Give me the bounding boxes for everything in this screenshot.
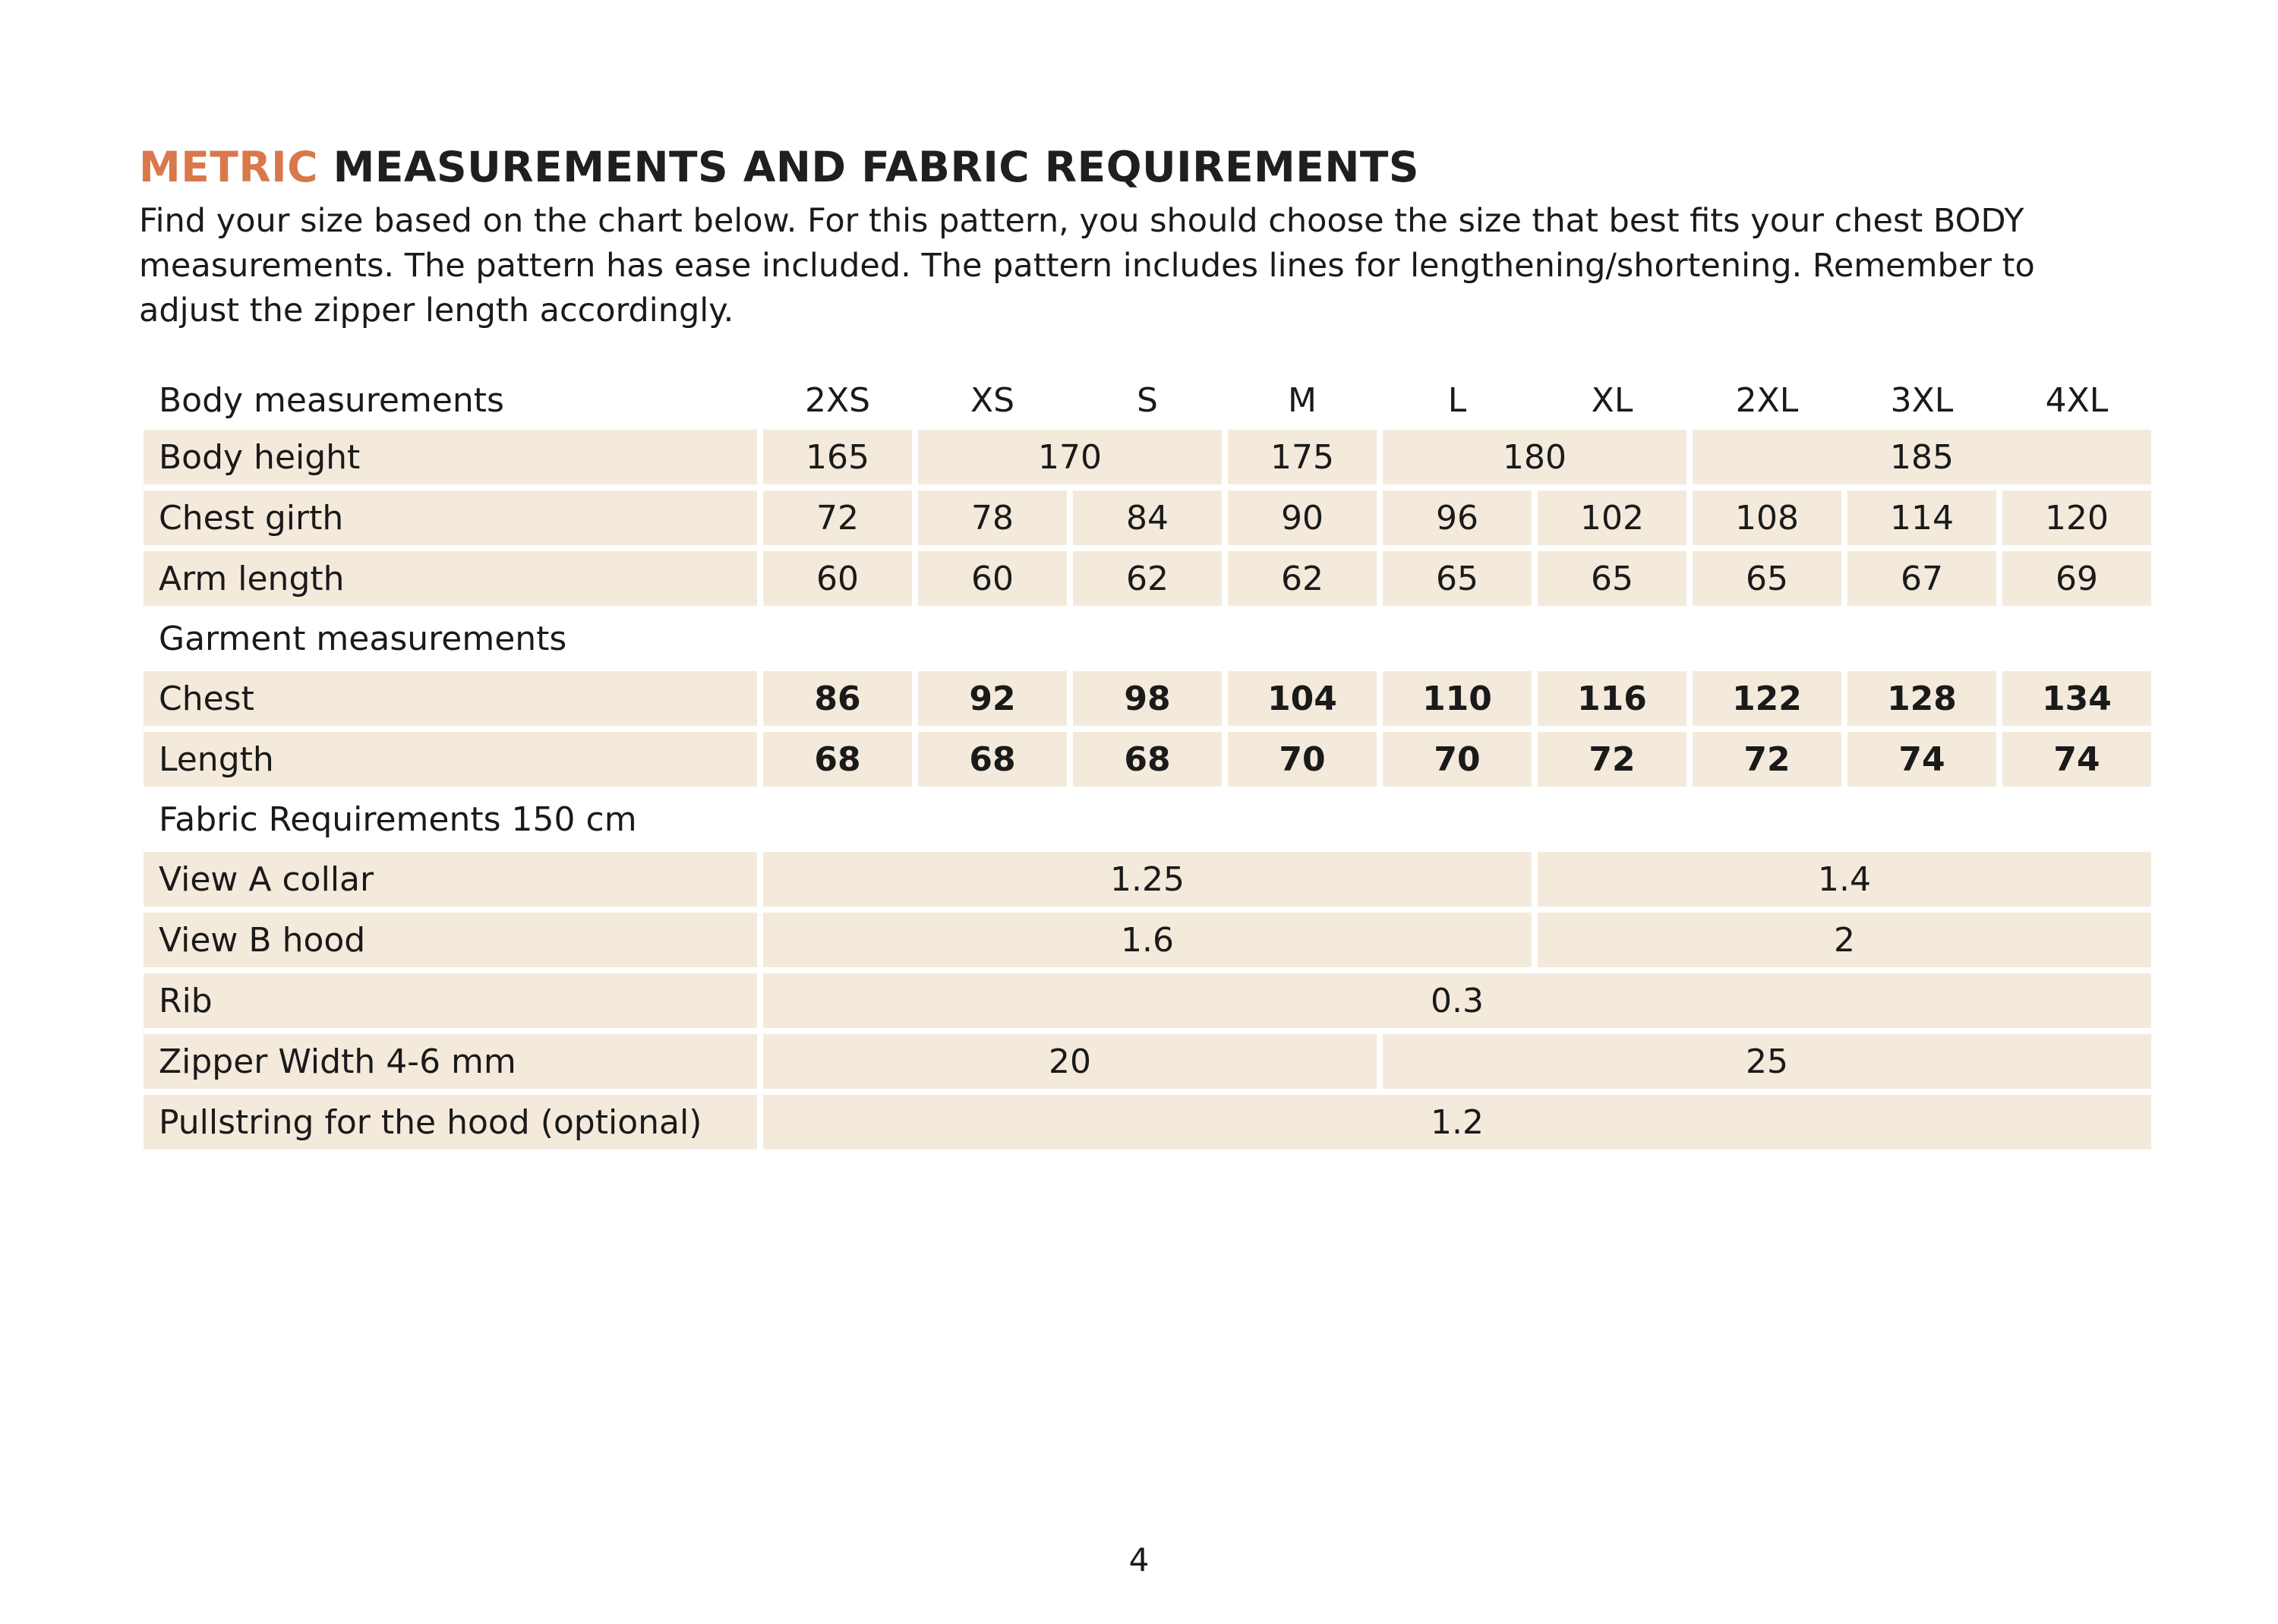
- table-cell: 185: [1693, 430, 2151, 484]
- table-cell: 25: [1383, 1034, 2151, 1089]
- table-row: [144, 1034, 2151, 1089]
- table-cell: 96: [1383, 490, 1532, 545]
- table-row: [144, 1095, 2151, 1149]
- table-cell: 72: [763, 490, 912, 545]
- table-cell: 65: [1693, 551, 1841, 606]
- size-chart-table: [137, 371, 2157, 1156]
- table-header-row: [144, 377, 2151, 424]
- table-cell: 78: [918, 490, 1067, 545]
- table-cell: 62: [1073, 551, 1222, 606]
- table-cell: 114: [1847, 490, 1996, 545]
- table-cell: 72: [1538, 732, 1686, 787]
- intro-line: Find your size based on the chart below. For this pattern, you should choose the size that best fits your chest BODY: [139, 202, 2024, 240]
- row-label: Chest girth: [144, 490, 757, 545]
- size-header: XS: [970, 380, 1015, 420]
- intro-line: adjust the zipper length accordingly.: [139, 292, 734, 330]
- table-cell: 67: [1847, 551, 1996, 606]
- table-cell: 68: [918, 732, 1067, 787]
- table-cell: 68: [1073, 732, 1222, 787]
- table-cell: 74: [2002, 732, 2151, 787]
- table-cell: 102: [1538, 490, 1686, 545]
- row-label: Rib: [144, 973, 757, 1028]
- header-label: Body measurements: [159, 380, 504, 420]
- table-cell: 69: [2002, 551, 2151, 606]
- table-cell: 165: [763, 430, 912, 484]
- title-accent: METRIC: [139, 143, 318, 191]
- page-title: [139, 143, 1419, 191]
- size-header: 2XL: [1735, 380, 1799, 420]
- table-cell: 0.3: [763, 973, 2151, 1028]
- row-label: Zipper Width 4-6 mm: [144, 1034, 757, 1089]
- table-cell: 122: [1693, 671, 1841, 726]
- row-label: Length: [144, 732, 757, 787]
- section-row: [144, 793, 2151, 846]
- size-header: M: [1288, 380, 1317, 420]
- table-cell: 110: [1383, 671, 1532, 726]
- table-cell: 175: [1228, 430, 1377, 484]
- table-cell: 86: [763, 671, 912, 726]
- table-cell: 68: [763, 732, 912, 787]
- table-cell: 1.4: [1538, 852, 2151, 907]
- page-number: 4: [1128, 1541, 1150, 1578]
- table-cell: 1.6: [763, 913, 1532, 967]
- table-cell: 2: [1538, 913, 2151, 967]
- table-row: [144, 671, 2151, 726]
- table-row: [144, 490, 2151, 545]
- table-cell: 70: [1228, 732, 1377, 787]
- table-cell: 90: [1228, 490, 1377, 545]
- table-cell: 120: [2002, 490, 2151, 545]
- table-cell: 1.2: [763, 1095, 2151, 1149]
- row-label: View A collar: [144, 852, 757, 907]
- size-header: 4XL: [2045, 380, 2109, 420]
- table-cell: 1.25: [763, 852, 1532, 907]
- intro-paragraph: [139, 199, 2159, 333]
- row-label: Body height: [144, 430, 757, 484]
- table-cell: 98: [1073, 671, 1222, 726]
- size-header: S: [1137, 380, 1158, 420]
- table-row: [144, 551, 2151, 606]
- section-row: [144, 612, 2151, 665]
- table-cell: 72: [1693, 732, 1841, 787]
- size-header: 2XS: [804, 380, 871, 420]
- table-row: [144, 430, 2151, 484]
- table-row: [144, 973, 2151, 1028]
- section-heading: Fabric Requirements 150 cm: [159, 799, 637, 839]
- table-cell: 84: [1073, 490, 1222, 545]
- title-rest: MEASUREMENTS AND FABRIC REQUIREMENTS: [318, 143, 1419, 191]
- size-header: L: [1447, 380, 1467, 420]
- table-row: [144, 852, 2151, 907]
- row-label: Chest: [144, 671, 757, 726]
- table-cell: 62: [1228, 551, 1377, 606]
- row-label: View B hood: [144, 913, 757, 967]
- table-cell: 60: [918, 551, 1067, 606]
- table-cell: 60: [763, 551, 912, 606]
- table-row: [144, 913, 2151, 967]
- table-cell: 134: [2002, 671, 2151, 726]
- size-header: XL: [1591, 380, 1633, 420]
- table-cell: 70: [1383, 732, 1532, 787]
- table-cell: 116: [1538, 671, 1686, 726]
- row-label: Arm length: [144, 551, 757, 606]
- table-row: [144, 732, 2151, 787]
- row-label: Pullstring for the hood (optional): [144, 1095, 757, 1149]
- table-cell: 128: [1847, 671, 1996, 726]
- intro-line: measurements. The pattern has ease included. The pattern includes lines for lengthening/shortening. Remember to: [139, 247, 2035, 285]
- table-cell: 65: [1538, 551, 1686, 606]
- table-cell: 92: [918, 671, 1067, 726]
- table-cell: 74: [1847, 732, 1996, 787]
- table-cell: 180: [1383, 430, 1686, 484]
- table-cell: 170: [918, 430, 1222, 484]
- table-cell: 104: [1228, 671, 1377, 726]
- table-cell: 65: [1383, 551, 1532, 606]
- size-header: 3XL: [1890, 380, 1954, 420]
- table-cell: 20: [763, 1034, 1377, 1089]
- table-cell: 108: [1693, 490, 1841, 545]
- section-heading: Garment measurements: [159, 619, 567, 658]
